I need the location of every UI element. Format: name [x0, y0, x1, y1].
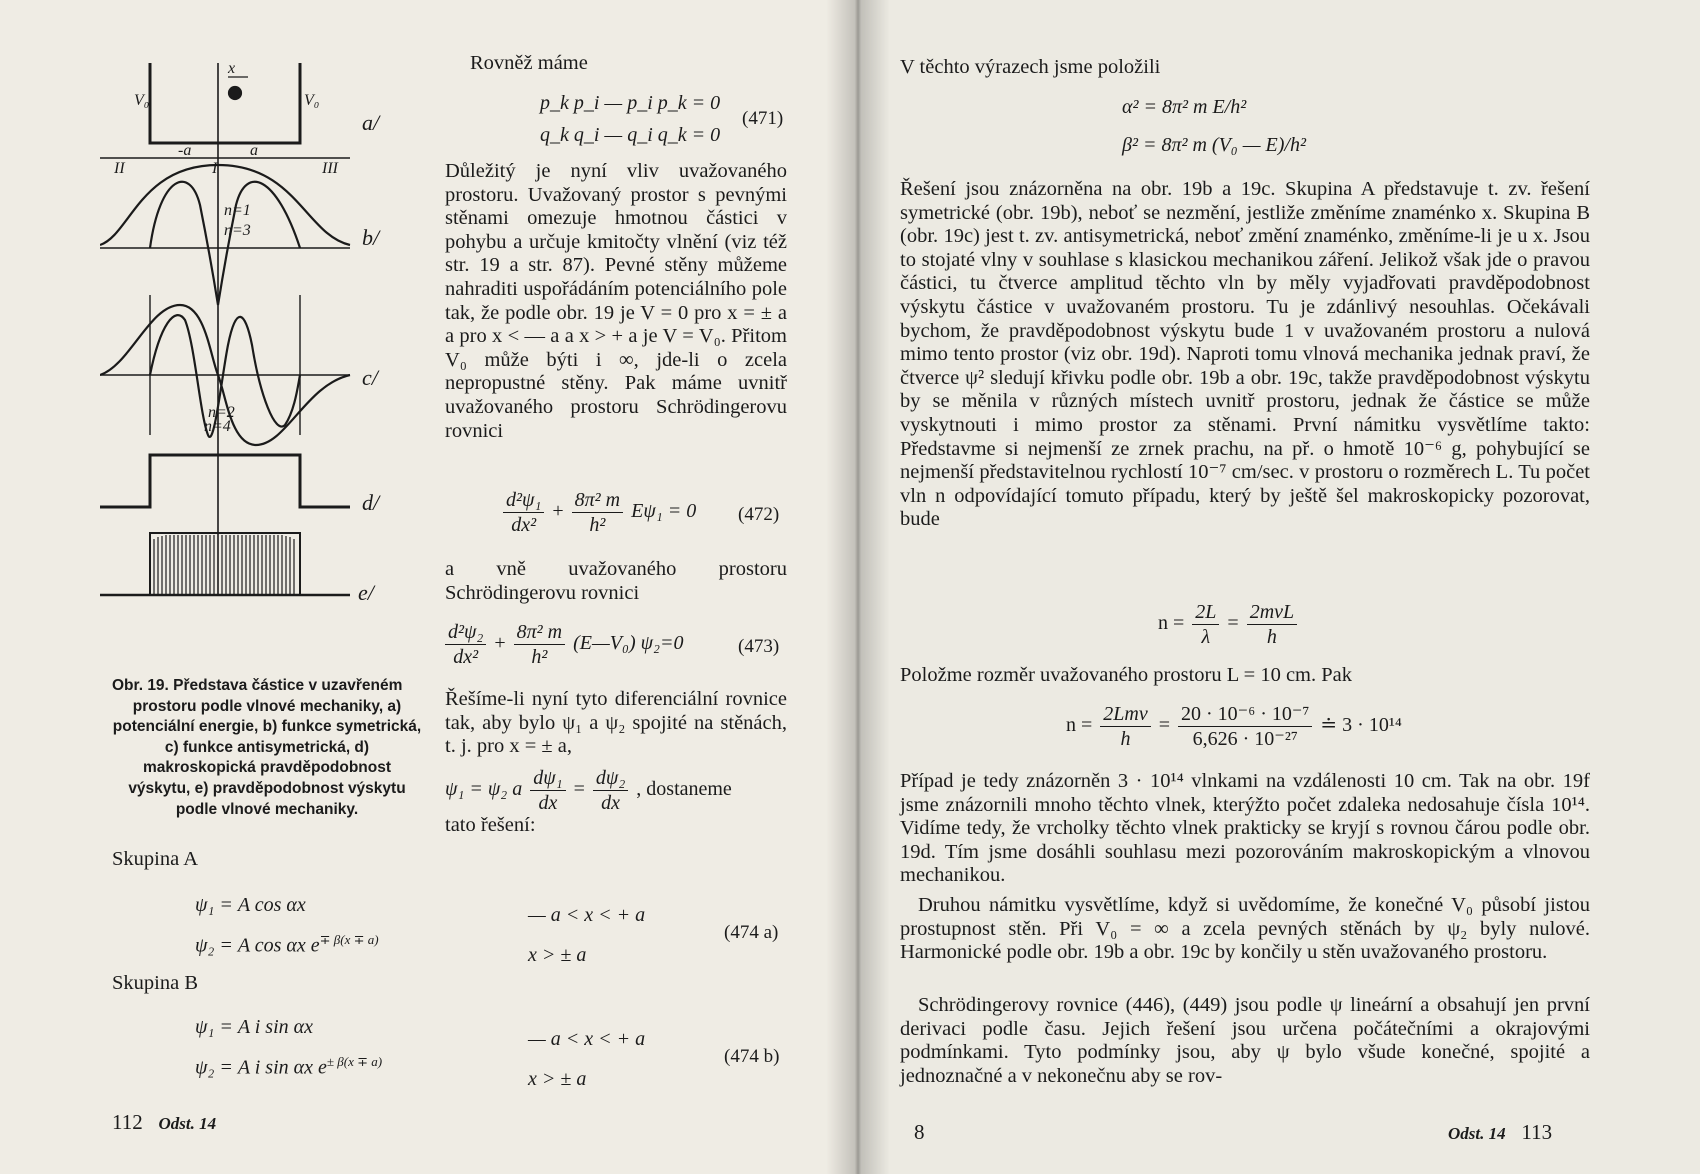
panel-label-a: a/ [362, 110, 380, 135]
panel-label-e: e/ [358, 580, 374, 605]
right-page [858, 0, 1700, 1174]
left-section-mark: Odst. 14 [158, 1114, 217, 1133]
n2-lhs: n = [1066, 714, 1093, 737]
n-num1: 2L [1192, 600, 1219, 625]
macroscopic-probability [100, 455, 350, 507]
n2-num2: 20 · 10⁻⁶ · 10⁻⁷ [1178, 702, 1312, 727]
cont-num1: dψ₁ [530, 766, 565, 791]
eq472-num1: d²ψ₁ [503, 488, 544, 513]
fig-label-x: x [228, 60, 236, 77]
n2-den1: h [1120, 728, 1131, 750]
equation-beta: β² = 8π² m (V₀ — E)/h² [1122, 134, 1306, 156]
particle-dot [229, 87, 241, 99]
fig-label-n4: n=4 [204, 418, 231, 435]
group-a-number: (474 a) [724, 922, 779, 943]
equation-n: n = $\frac{2L}{\lambda}$ = $\frac{\text{2mvL}}{h}$ [1158, 600, 1300, 649]
eq473-den1: dx² [453, 646, 479, 668]
group-a-row2-main: ψ₂ = A cos αx e [195, 934, 320, 957]
group-b-row2-main: ψ₂ = A i sin αx e [195, 1056, 327, 1079]
right-intro: V těchto výrazech jsme položili [900, 56, 1161, 78]
right-page-number: 113 [1521, 1120, 1553, 1144]
fig-label-n1: n=1 [224, 202, 251, 219]
group-a-cond1: — a < x < + a [528, 904, 646, 926]
group-b-row1: ψ₁ = A i sin αx [195, 1016, 313, 1038]
equation-n-numeric: n = $\frac{\text{2Lmv}}{h}$ = $\frac{\text{20 · 10⁻⁶ · 10⁻⁷}}{\text{6,626 · 10⁻²⁷}}$ ≐ 3 · 10¹⁴ [1066, 703, 1402, 750]
fig-label-n3: n=3 [224, 222, 251, 239]
paragraph-solving: Řešíme-li nyní tyto diferenciální rovnice tak, aby bylo ψ₁ a ψ₂ spojité na stěnách, t. j. pro x = ± a, [445, 688, 787, 758]
cont-den1: dx [538, 792, 558, 814]
n-den1: λ [1201, 626, 1211, 648]
caption-first-line: Obr. 19. Představa částice v uzavřeném [112, 677, 403, 694]
figure-caption [112, 676, 422, 820]
equation-continuity: ψ₁ = ψ₂ a $\frac{\text{dψ₁}}{dx}$ = $\frac{\text{dψ₂}}{dx}$ , dostaneme [445, 767, 732, 814]
eq473-num2: 8π² m [514, 620, 565, 645]
group-b-cond2: x > ± a [528, 1068, 587, 1090]
paragraph-dimension: Položme rozměr uvažovaného prostoru L = 10 cm. Pak [900, 664, 1353, 686]
equation-472: $\frac{\text{d²ψ₁}}{\text{dx²}}$ + $\frac{\text{8π² m}}{\text{h²}}$ Eψ₁ = 0 [500, 488, 696, 537]
fig-label-v0-left: V₀ [134, 92, 150, 109]
group-b-row2-exponent: ± β(x ∓ a) [326, 1054, 383, 1069]
panel-label-d: d/ [362, 490, 380, 515]
fig-label-region-II: II [114, 160, 125, 177]
fig-label-plus-a: a [250, 142, 258, 159]
right-page-number-left: 8 [914, 1120, 925, 1144]
n2-num1: 2Lmv [1100, 702, 1150, 727]
panel-label-b: b/ [362, 225, 380, 250]
group-b-cond1: — a < x < + a [528, 1028, 646, 1050]
equation-473: $\frac{\text{d²ψ₂}}{\text{dx²}}$ + $\frac{\text{8π² m}}{\text{h²}}$ (E—V₀) ψ₂=0 [442, 620, 684, 669]
paragraph-solutions: tato řešení: [445, 814, 536, 836]
left-page-number: 112 [112, 1110, 143, 1134]
eq472-num2: 8π² m [572, 488, 623, 513]
eq472-tail: Eψ₁ = 0 [631, 500, 697, 523]
cont-den2: dx [601, 792, 621, 814]
group-a-cond2: x > ± a [528, 944, 587, 966]
equation-471-number: (471) [742, 108, 784, 129]
group-a-row2-exponent: ∓ β(x ∓ a) [319, 932, 379, 947]
cont-lhs: ψ₁ = ψ₂ a [445, 778, 523, 801]
eq473-den2: h² [531, 646, 548, 668]
equation-472-number: (472) [738, 504, 780, 525]
paragraph-case: Případ je tedy znázorněn 3 · 10¹⁴ vlnkami na vzdálenosti 10 cm. Tak na obr. 19f jsme znázornili mnoho těchto vlnek, kterýžto počet zdaleka nedosahuje čísla 10¹⁴. Vidíme tedy, že vrcholky těchto vlnek prakticky se kryjí s rovnou čárou podle obr. 19d. Tím jsme dosáhli souhlasu mezi pozorováním makroskopickým a vlnovou mechanikou. [900, 770, 1590, 887]
n-num2: 2mvL [1247, 600, 1297, 625]
n-lhs: n = [1158, 612, 1185, 635]
book-gutter [826, 0, 890, 1174]
fig-label-v0-right: V₀ [304, 92, 320, 109]
paragraph-second-objection: Druhou námitku vysvětlíme, když si uvědomíme, že konečné V₀ působí jistou prostupnost stěn. Při V₀ = ∞ a zcela pevných stěnách by ψ₂ byly nulové. Harmonické podle obr. 19b a obr. 19c by končily u stěn uvažovaného prostoru. [900, 894, 1590, 964]
group-a-row2 [195, 932, 379, 958]
right-page-footer [1448, 1120, 1552, 1145]
n2-den2: 6,626 · 10⁻²⁷ [1192, 728, 1298, 750]
cont-num2: dψ₂ [593, 766, 628, 791]
paragraph-schrodinger: Schrödingerovy rovnice (446), (449) jsou podle ψ lineární a obsahují jen první derivaci podle času. Jejich řešení jsou určena počátečními a okrajovými podmínkami. Tyto podmínky jsou, aby ψ bylo všude konečné, spojité a jednoznačné a v nekonečnu aby se rov- [900, 994, 1590, 1087]
n-den2: h [1266, 626, 1277, 648]
equation-471-line2: q_k q_i — q_i q_k = 0 [540, 124, 721, 146]
fig-label-n2: n=2 [208, 404, 235, 421]
group-b-number: (474 b) [724, 1046, 780, 1067]
potential-well [150, 63, 300, 143]
fig-label-region-III: III [322, 160, 338, 177]
group-a-label: Skupina A [112, 848, 198, 870]
paragraph-outside: a vně uvažovaného prostoru Schrödingerovu rovnici [445, 558, 787, 604]
eq473-tail: (E—V₀) ψ₂=0 [573, 632, 684, 655]
n2-tail: ≐ 3 · 10¹⁴ [1320, 714, 1402, 737]
figure-19 [100, 55, 440, 665]
eq472-den2: h² [589, 514, 606, 536]
equation-471-line1: p_k p_i — p_i p_k = 0 [540, 92, 721, 114]
group-b-row2 [195, 1054, 382, 1080]
cont-tail: , dostaneme [636, 778, 732, 801]
group-a-row1: ψ₁ = A cos αx [195, 894, 306, 916]
symmetric-wave-n3 [150, 182, 300, 305]
fig-label-region-I: I [212, 160, 218, 177]
right-section-mark: Odst. 14 [1448, 1124, 1506, 1143]
left-page-footer [112, 1110, 216, 1135]
panel-label-c: c/ [362, 365, 378, 390]
eq473-num1: d²ψ₂ [445, 620, 486, 645]
caption-rest: prostoru podle vlnové mechaniky, a) potenciální energie, b) funkce symetrická, c) funkce antisymetrická, d) makroskopická pravděpodobnost výskytu, e) pravděpodobnost výskytu podle vlnové mechaniky. [112, 697, 422, 818]
group-b-label: Skupina B [112, 972, 198, 994]
fig-label-minus-a: -a [178, 142, 192, 159]
paragraph-space-influence: Důležitý je nyní vliv uvažovaného prostoru. Uvažovaný prostor s pevnými stěnami omezuje hmotnou částici v pohybu a určuje kmitočty vlnění (viz též str. 19 a str. 87). Pevné stěny můžeme nahraditi uspořádáním potenciálního pole tak, že podle obr. 19 je V = 0 pro x = ± a a pro x < — a a x > + a je V = V₀. Přitom V₀ může býti i ∞, jde-li o zcela nepropustné stěny. Pak máme uvnitř uvažovaného prostoru Schrödingerovu rovnici [445, 160, 787, 442]
equation-473-number: (473) [738, 636, 780, 657]
eq472-den1: dx² [511, 514, 537, 536]
intro-text: Rovněž máme [470, 52, 588, 74]
paragraph-solutions-shown: Řešení jsou znázorněna na obr. 19b a 19c. Skupina A představuje t. zv. řešení symetrické (obr. 19b), neboť se nezmění, jestliže změníme znaménko x. Skupina B (obr. 19c) jest t. zv. antisymetrická, neboť změní znaménko, změníme-li je u x. Jsou to stojaté vlny v souhlase s klasickou mechanikou záření. Jelikož však jde o pravou částici, tu čtverce amplitud těchto vln by měly vyjadřovati pravděpodobnost výskytu částice v uvažovaném prostoru. Tu je zdánlivý nesouhlas. Očekávali bychom, že pravděpodobnost výskytu bude 1 v uvažovaném prostoru a nulová mimo tento prostor (viz obr. 19d). Naproti tomu vlnová mechanika jednak praví, že čtverce ψ² sledují křivku podle obr. 19b a obr. 19c, takže pravděpodobnost výskytu by se měnila v různých místech uvnitř prostoru, jednak že částice se může vyskytnouti i mimo prostor za stěnami. První námitku vysvětlíme takto: Představme si nejmenší ze zrnek prachu, na př. o hmotě 10⁻⁶ g, pohybující se nejmenší představitelnou rychlostí 10⁻⁷ cm/sec. v prostoru o rozměrech L. Tu počet vln n odpovídající tomuto případu, který by ještě šel makroskopicky pozorovat, bude [900, 178, 1590, 531]
equation-alpha: α² = 8π² m E/h² [1122, 96, 1247, 118]
